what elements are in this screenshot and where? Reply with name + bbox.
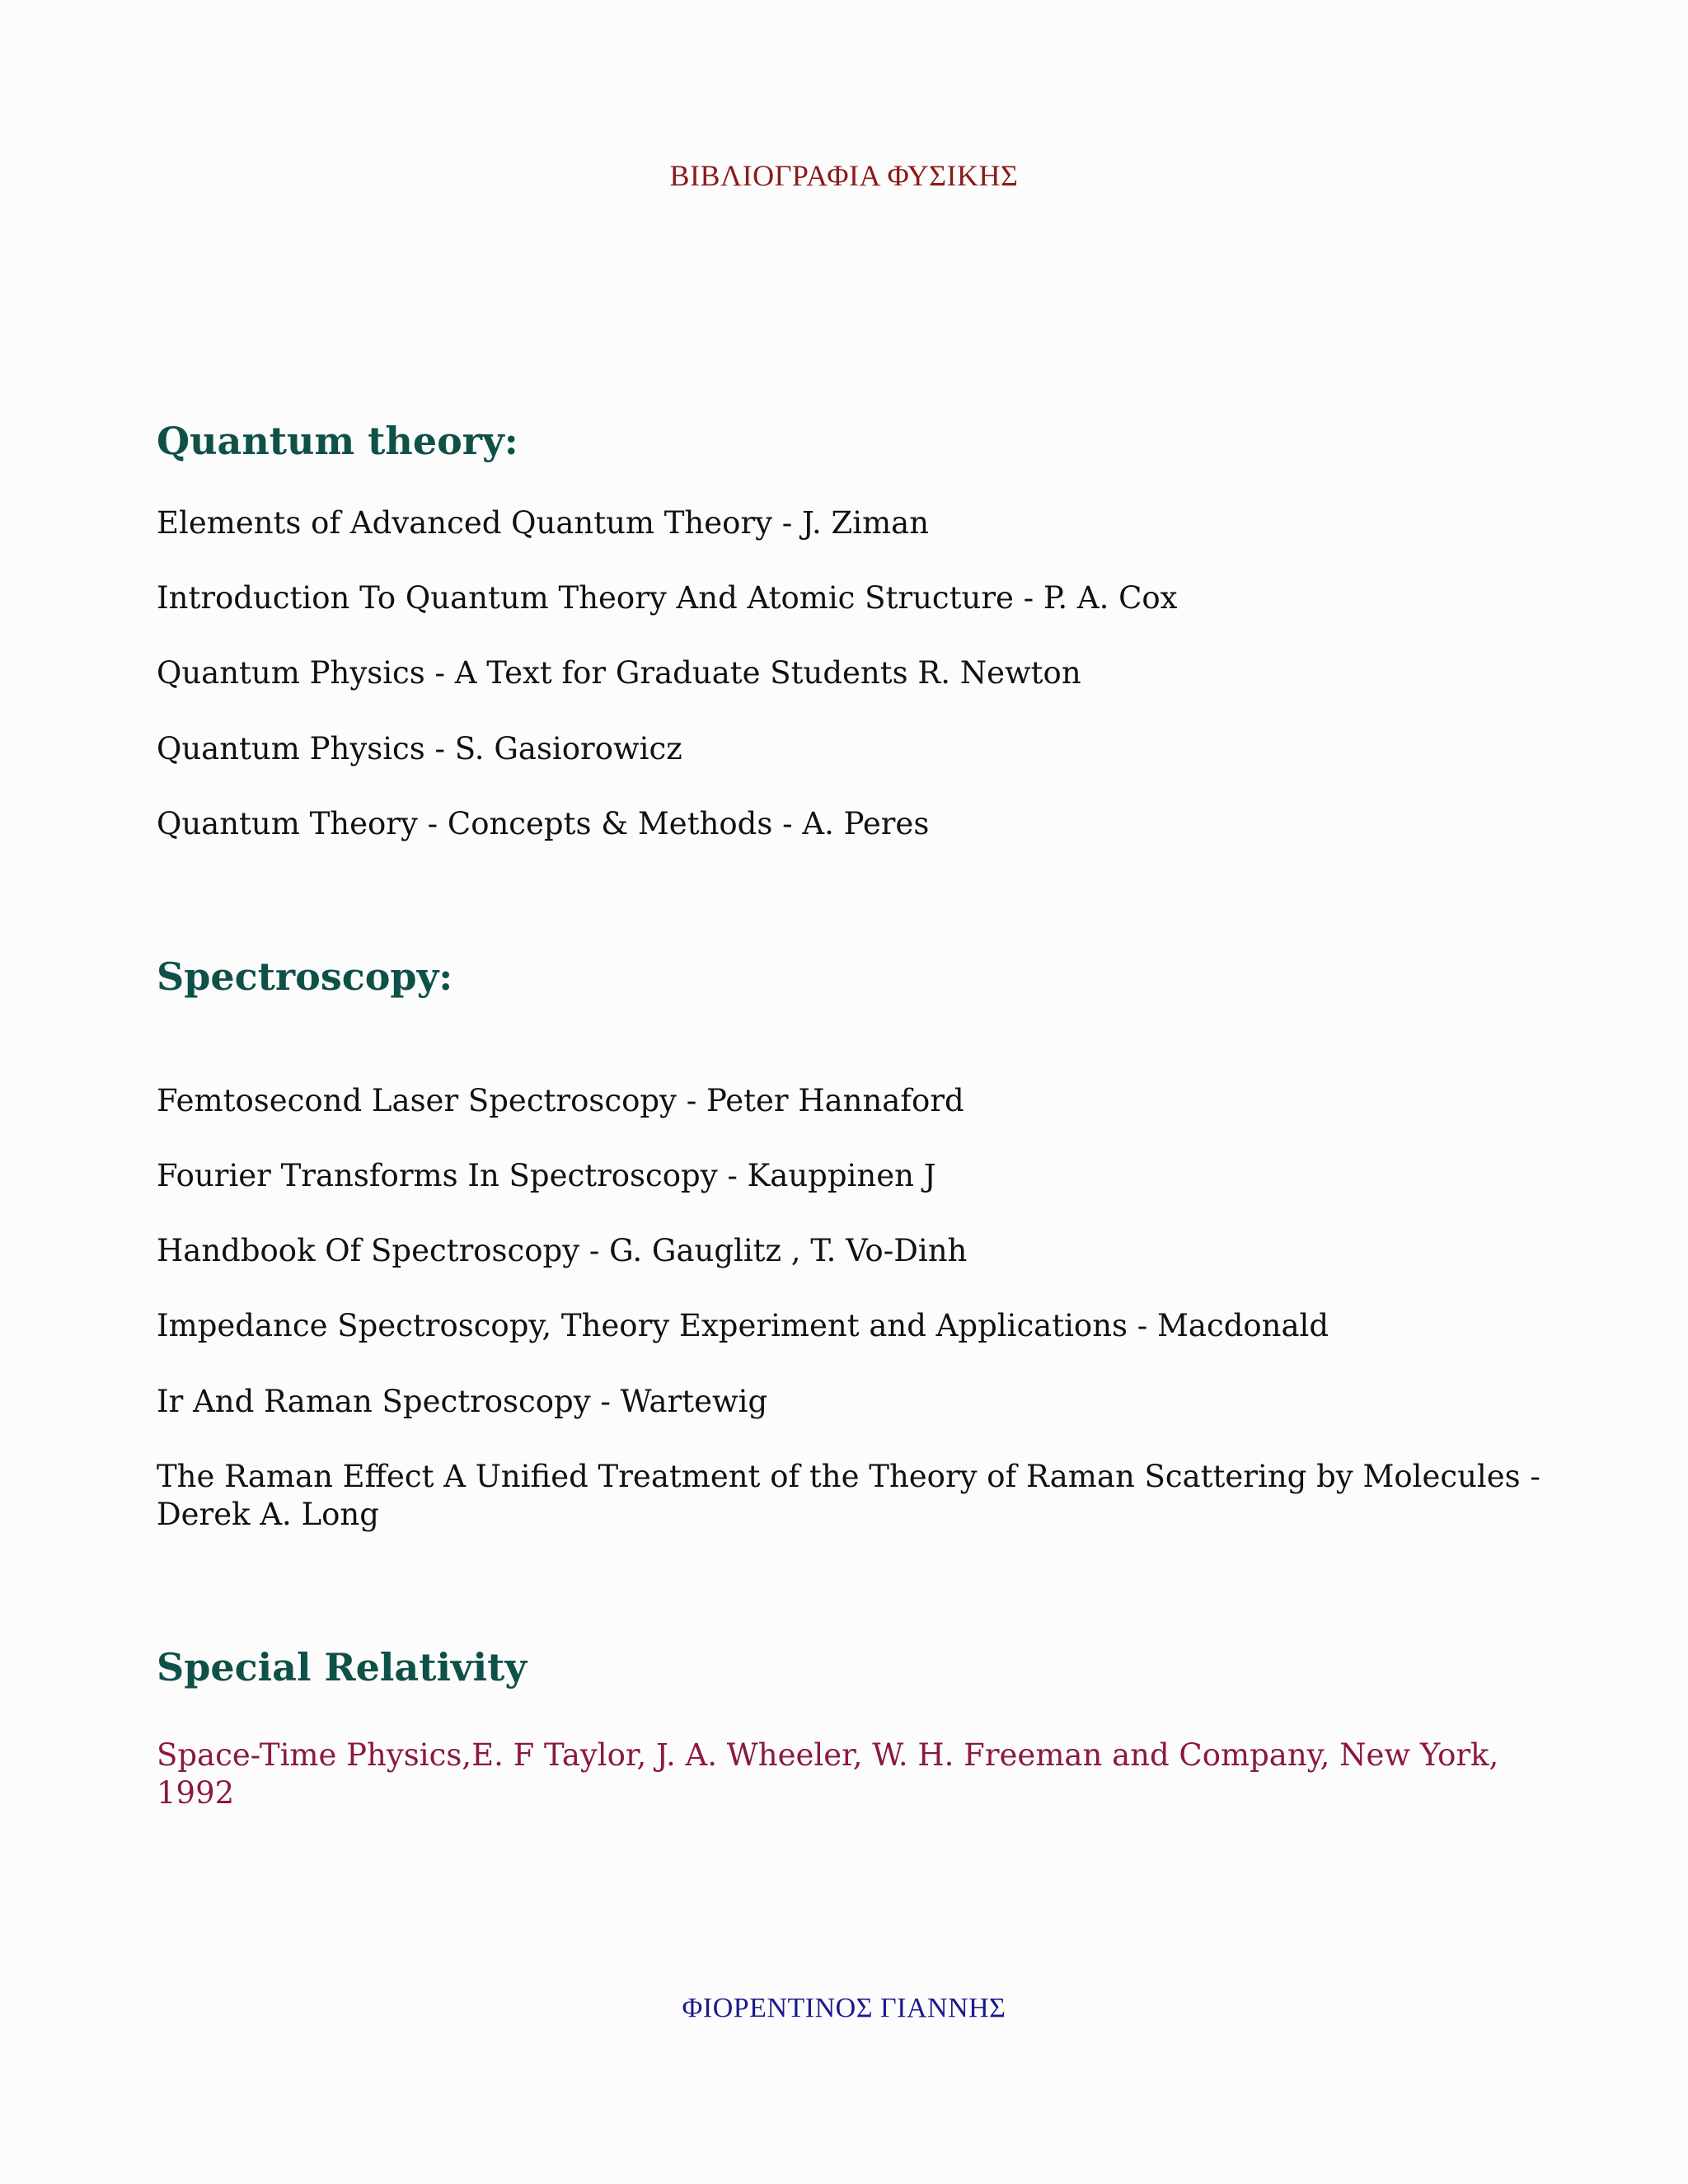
- section-heading-special-relativity: Special Relativity: [157, 1645, 528, 1690]
- bibliography-entry: Ir And Raman Spectroscopy - Wartewig: [157, 1384, 768, 1419]
- bibliography-entry: Quantum Theory - Concepts & Methods - A. Peres: [157, 806, 930, 841]
- section-heading-quantum-theory: Quantum theory:: [157, 419, 518, 463]
- bibliography-entry: Fourier Transforms In Spectroscopy - Kauppinen J: [157, 1158, 936, 1193]
- bibliography-entry: Femtosecond Laser Spectroscopy - Peter Hannaford: [157, 1083, 964, 1118]
- bibliography-entry: Quantum Physics - S. Gasiorowicz: [157, 731, 682, 766]
- bibliography-entry: The Raman Effect A Unified Treatment of the Theory of Raman Scattering by Molecules - Derek A. Long: [157, 1459, 1540, 1532]
- section-heading-spectroscopy: Spectroscopy:: [157, 954, 453, 999]
- bibliography-entry: Introduction To Quantum Theory And Atomic Structure - P. A. Cox: [157, 580, 1178, 616]
- bibliography-entry: Handbook Of Spectroscopy - G. Gauglitz , T. Vo-Dinh: [157, 1233, 968, 1268]
- bibliography-entry: Elements of Advanced Quantum Theory - J. Ziman: [157, 505, 930, 541]
- document-title: ΒΙΒΛΙΟΓΡΑΦΙΑ ΦΥΣΙΚΗΣ: [669, 159, 1019, 192]
- bibliography-entry: Impedance Spectroscopy, Theory Experiment and Applications - Macdonald: [157, 1308, 1329, 1343]
- bibliography-entry: Quantum Physics - A Text for Graduate Students R. Newton: [157, 655, 1081, 691]
- document-author: ΦΙΟΡΕΝΤΙΝΟΣ ΓΙΑΝΝΗΣ: [682, 1993, 1006, 2023]
- bibliography-entry: Space-Time Physics,E. F Taylor, J. A. Wheeler, W. H. Freeman and Company, New York, 1992: [157, 1737, 1499, 1811]
